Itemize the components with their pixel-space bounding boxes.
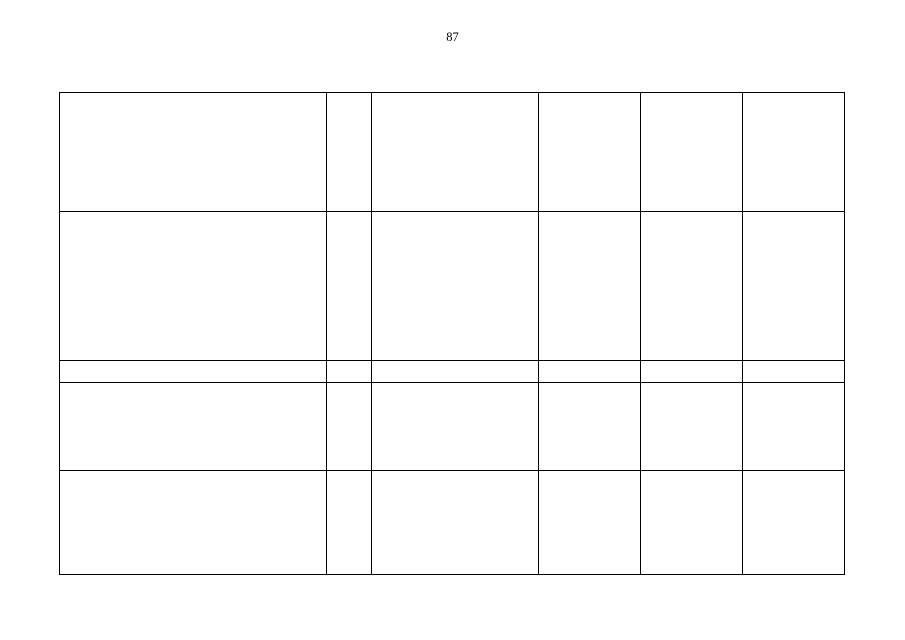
- row-plan-cell: [539, 383, 641, 471]
- row-plan-cell: [539, 212, 641, 361]
- table-row: [60, 212, 845, 361]
- row-remainder-cell: [743, 471, 845, 575]
- row-executed-cell: [641, 471, 743, 575]
- table-row: [60, 93, 845, 212]
- row-name-cell: [60, 212, 327, 361]
- row-executed-cell: [641, 93, 743, 212]
- row-remainder-cell: [743, 93, 845, 212]
- row-kbk-cell: [372, 471, 539, 575]
- budget-table: [59, 92, 845, 575]
- row-kbk-cell: [372, 383, 539, 471]
- table-row: [60, 361, 845, 383]
- row-name-cell: [60, 93, 327, 212]
- table-row: [60, 471, 845, 575]
- row-executed-cell: [641, 361, 743, 383]
- row-kbk-cell: [372, 361, 539, 383]
- row-plan-cell: [539, 361, 641, 383]
- row-remainder-cell: [743, 361, 845, 383]
- row-name-cell: [60, 471, 327, 575]
- row-kbk-cell: [372, 212, 539, 361]
- row-name-cell: [60, 361, 327, 383]
- row-executed-cell: [641, 383, 743, 471]
- page-number: 87: [446, 30, 459, 44]
- row-kbk-cell: [372, 93, 539, 212]
- row-plan-cell: [539, 93, 641, 212]
- table-row: [60, 383, 845, 471]
- row-executed-cell: [641, 212, 743, 361]
- row-code-cell: [327, 212, 372, 361]
- row-plan-cell: [539, 471, 641, 575]
- row-name-cell: [60, 383, 327, 471]
- row-code-cell: [327, 383, 372, 471]
- row-code-cell: [327, 471, 372, 575]
- row-code-cell: [327, 93, 372, 212]
- row-code-cell: [327, 361, 372, 383]
- row-remainder-cell: [743, 212, 845, 361]
- row-remainder-cell: [743, 383, 845, 471]
